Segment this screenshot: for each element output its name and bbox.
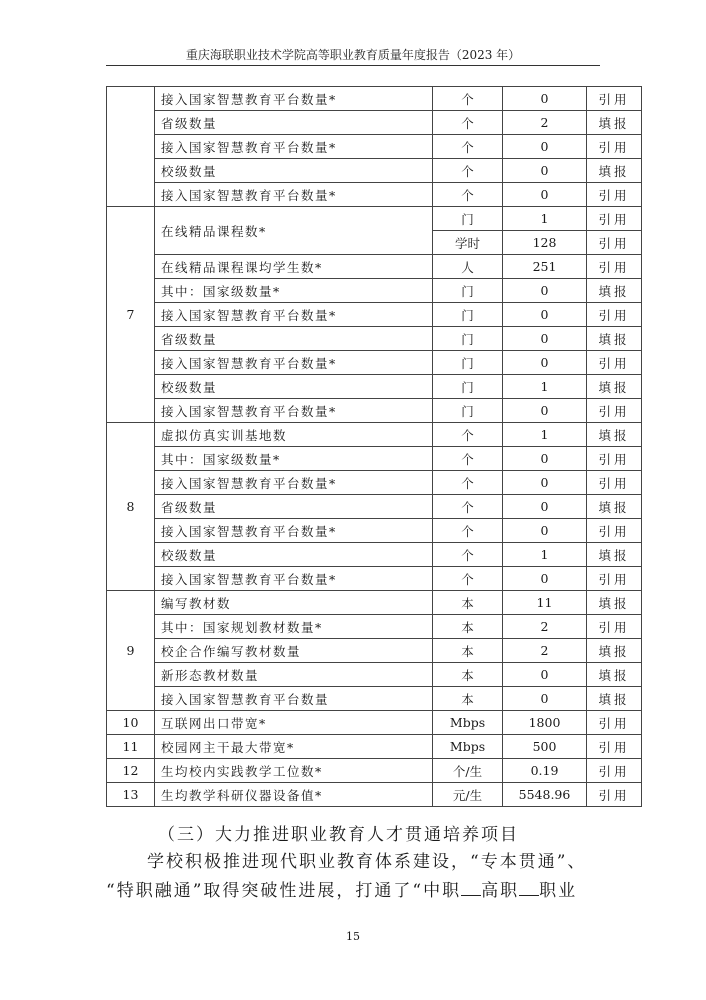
source-cell: 引用 [587, 519, 642, 543]
indicator-name-cell: 生均校内实践教学工位数* [155, 759, 433, 783]
indicator-name-cell: 接入国家智慧教育平台数量* [155, 351, 433, 375]
unit-cell: 门 [433, 399, 503, 423]
value-cell: 0 [503, 279, 587, 303]
indicator-name-cell: 校级数量 [155, 159, 433, 183]
source-cell: 填报 [587, 327, 642, 351]
source-cell: 引用 [587, 735, 642, 759]
table-row [107, 423, 642, 447]
value-cell: 0 [503, 303, 587, 327]
unit-cell: 个 [433, 423, 503, 447]
source-cell: 引用 [587, 615, 642, 639]
unit-cell: 元/生 [433, 783, 503, 807]
source-cell: 填报 [587, 663, 642, 687]
value-cell: 1 [503, 543, 587, 567]
paragraph-line-2 [106, 876, 600, 906]
item-number-cell: 11 [107, 735, 155, 759]
indicator-name-cell: 虚拟仿真实训基地数 [155, 423, 433, 447]
indicator-name-cell: 省级数量 [155, 327, 433, 351]
indicator-name-cell: 接入国家智慧教育平台数量* [155, 399, 433, 423]
unit-cell: 门 [433, 351, 503, 375]
unit-cell: 个 [433, 567, 503, 591]
unit-cell: 个 [433, 447, 503, 471]
table-row [107, 567, 642, 591]
source-cell: 填报 [587, 159, 642, 183]
paragraph-text-c: 职业 [539, 881, 578, 901]
source-cell: 填报 [587, 687, 642, 711]
indicator-name-cell: 在线精品课程数* [155, 207, 433, 255]
unit-cell: 个 [433, 543, 503, 567]
table-row [107, 447, 642, 471]
value-cell: 0 [503, 351, 587, 375]
indicator-name-cell: 互联网出口带宽* [155, 711, 433, 735]
indicator-name-cell: 校级数量 [155, 375, 433, 399]
source-cell: 填报 [587, 375, 642, 399]
item-number-cell: 10 [107, 711, 155, 735]
source-cell: 引用 [587, 231, 642, 255]
value-cell: 0 [503, 135, 587, 159]
table-row [107, 159, 642, 183]
header-rule [106, 65, 600, 66]
unit-cell: Mbps [433, 735, 503, 759]
statistics-table [106, 86, 642, 807]
indicator-name-cell: 生均教学科研仪器设备值* [155, 783, 433, 807]
value-cell: 11 [503, 591, 587, 615]
value-cell: 0 [503, 471, 587, 495]
value-cell: 5548.96 [503, 783, 587, 807]
table-row [107, 399, 642, 423]
value-cell: 0 [503, 495, 587, 519]
table-row [107, 135, 642, 159]
item-number-cell: 12 [107, 759, 155, 783]
unit-cell: 个 [433, 135, 503, 159]
source-cell: 引用 [587, 207, 642, 231]
indicator-name-cell: 接入国家智慧教育平台数量* [155, 567, 433, 591]
source-cell: 引用 [587, 135, 642, 159]
paragraph-text-b: 高职 [481, 881, 520, 901]
value-cell: 251 [503, 255, 587, 279]
unit-cell: 个 [433, 471, 503, 495]
unit-cell: 个 [433, 495, 503, 519]
unit-cell: 门 [433, 375, 503, 399]
value-cell: 0 [503, 447, 587, 471]
indicator-name-cell: 接入国家智慧教育平台数量* [155, 87, 433, 111]
indicator-name-cell: 接入国家智慧教育平台数量* [155, 303, 433, 327]
table-row [107, 471, 642, 495]
value-cell: 128 [503, 231, 587, 255]
value-cell: 1 [503, 207, 587, 231]
value-cell: 1 [503, 375, 587, 399]
source-cell: 引用 [587, 399, 642, 423]
table-row [107, 519, 642, 543]
value-cell: 0.19 [503, 759, 587, 783]
fill-blank [519, 881, 539, 896]
source-cell: 引用 [587, 303, 642, 327]
table-row [107, 207, 642, 231]
source-cell: 填报 [587, 495, 642, 519]
table-row [107, 591, 642, 615]
source-cell: 填报 [587, 543, 642, 567]
indicator-name-cell: 校企合作编写教材数量 [155, 639, 433, 663]
value-cell: 0 [503, 519, 587, 543]
value-cell: 0 [503, 687, 587, 711]
source-cell: 填报 [587, 111, 642, 135]
fill-blank [461, 881, 481, 896]
source-cell: 引用 [587, 471, 642, 495]
indicator-name-cell: 在线精品课程课均学生数* [155, 255, 433, 279]
table-row [107, 543, 642, 567]
source-cell: 引用 [587, 183, 642, 207]
unit-cell: 学时 [433, 231, 503, 255]
table-row [107, 279, 642, 303]
value-cell: 1800 [503, 711, 587, 735]
value-cell: 2 [503, 111, 587, 135]
indicator-name-cell: 省级数量 [155, 111, 433, 135]
value-cell: 0 [503, 327, 587, 351]
table-row [107, 327, 642, 351]
unit-cell: 个 [433, 111, 503, 135]
page-number: 15 [346, 930, 360, 943]
value-cell: 500 [503, 735, 587, 759]
value-cell: 2 [503, 615, 587, 639]
unit-cell: 个 [433, 183, 503, 207]
unit-cell: 本 [433, 687, 503, 711]
table-row [107, 111, 642, 135]
item-number-cell: 13 [107, 783, 155, 807]
section-heading: （三）大力推进职业教育人才贯通培养项目 [158, 825, 519, 845]
value-cell: 2 [503, 639, 587, 663]
unit-cell: 门 [433, 207, 503, 231]
source-cell: 引用 [587, 87, 642, 111]
table-row [107, 351, 642, 375]
unit-cell: 门 [433, 303, 503, 327]
item-number-cell: 7 [107, 207, 155, 423]
unit-cell: Mbps [433, 711, 503, 735]
table-row [107, 375, 642, 399]
source-cell: 填报 [587, 591, 642, 615]
table-row [107, 495, 642, 519]
unit-cell: 本 [433, 639, 503, 663]
table-row [107, 663, 642, 687]
paragraph-text-a: “特职融通”取得突破性进展，打通了“中职 [106, 881, 462, 901]
source-cell: 引用 [587, 759, 642, 783]
item-number-cell: 8 [107, 423, 155, 591]
table-row [107, 303, 642, 327]
source-cell: 引用 [587, 255, 642, 279]
table-row [107, 711, 642, 735]
table-row [107, 759, 642, 783]
table-row [107, 255, 642, 279]
indicator-name-cell: 新形态教材数量 [155, 663, 433, 687]
table-row [107, 783, 642, 807]
value-cell: 0 [503, 183, 587, 207]
indicator-name-cell: 校级数量 [155, 543, 433, 567]
indicator-name-cell: 校园网主干最大带宽* [155, 735, 433, 759]
unit-cell: 本 [433, 615, 503, 639]
unit-cell: 本 [433, 591, 503, 615]
unit-cell: 个 [433, 519, 503, 543]
table-row [107, 87, 642, 111]
value-cell: 1 [503, 423, 587, 447]
indicator-name-cell: 其中：国家规划教材数量* [155, 615, 433, 639]
table-row [107, 687, 642, 711]
source-cell: 引用 [587, 447, 642, 471]
table-row [107, 615, 642, 639]
value-cell: 0 [503, 399, 587, 423]
unit-cell: 门 [433, 327, 503, 351]
indicator-name-cell: 接入国家智慧教育平台数量* [155, 519, 433, 543]
item-number-cell: 9 [107, 591, 155, 711]
unit-cell: 个/生 [433, 759, 503, 783]
value-cell: 0 [503, 663, 587, 687]
table-row [107, 183, 642, 207]
value-cell: 0 [503, 159, 587, 183]
indicator-name-cell: 省级数量 [155, 495, 433, 519]
source-cell: 填报 [587, 423, 642, 447]
page-header: 重庆海联职业技术学院高等职业教育质量年度报告（2023 年） [185, 48, 521, 62]
table-row [107, 639, 642, 663]
indicator-name-cell: 接入国家智慧教育平台数量 [155, 687, 433, 711]
unit-cell: 人 [433, 255, 503, 279]
unit-cell: 本 [433, 663, 503, 687]
source-cell: 引用 [587, 783, 642, 807]
source-cell: 引用 [587, 351, 642, 375]
indicator-name-cell: 编写教材数 [155, 591, 433, 615]
value-cell: 0 [503, 87, 587, 111]
unit-cell: 个 [433, 159, 503, 183]
indicator-name-cell: 其中：国家级数量* [155, 447, 433, 471]
source-cell: 引用 [587, 711, 642, 735]
indicator-name-cell: 接入国家智慧教育平台数量* [155, 471, 433, 495]
indicator-name-cell: 接入国家智慧教育平台数量* [155, 183, 433, 207]
indicator-name-cell: 接入国家智慧教育平台数量* [155, 135, 433, 159]
indicator-name-cell: 其中：国家级数量* [155, 279, 433, 303]
source-cell: 引用 [587, 567, 642, 591]
item-number-cell [107, 87, 155, 207]
unit-cell: 门 [433, 279, 503, 303]
value-cell: 0 [503, 567, 587, 591]
paragraph-line-1: 学校积极推进现代职业教育体系建设，“专本贯通”、 [147, 852, 587, 872]
source-cell: 填报 [587, 279, 642, 303]
table-row [107, 735, 642, 759]
source-cell: 填报 [587, 639, 642, 663]
unit-cell: 个 [433, 87, 503, 111]
